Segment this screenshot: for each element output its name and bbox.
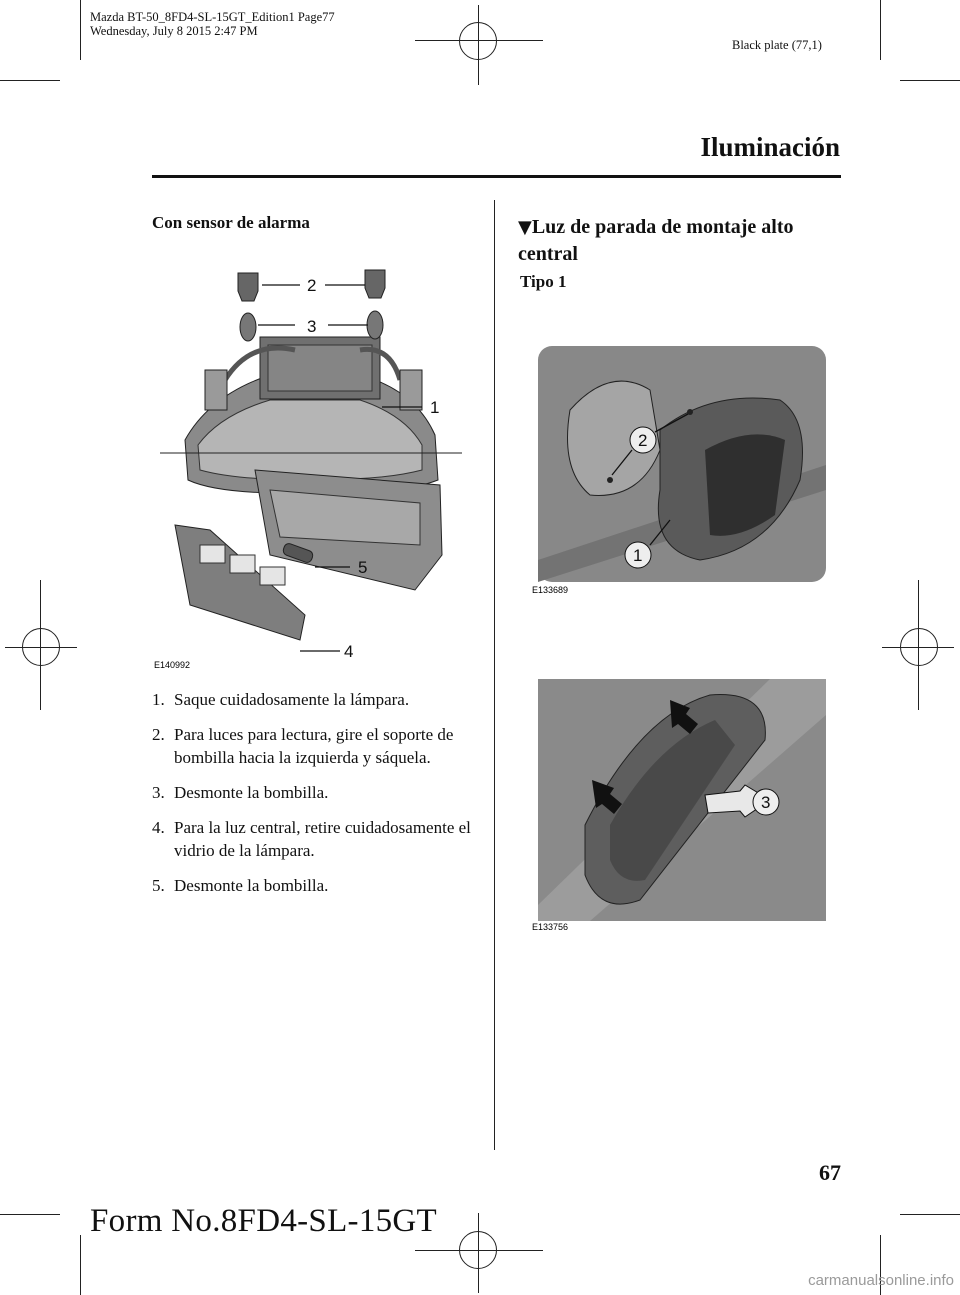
form-number: Form No.8FD4-SL-15GT: [90, 1203, 438, 1239]
callout-3: 3: [307, 317, 317, 336]
callout-3: 3: [761, 793, 771, 812]
step-5: 5. Desmonte la bombilla.: [152, 876, 329, 895]
overhead-lamp-housing: [185, 337, 438, 493]
figure-code: E133756: [532, 922, 569, 932]
right-subheading: Tipo 1: [520, 272, 567, 291]
column-divider: [494, 200, 495, 1150]
step-3: 3. Desmonte la bombilla.: [152, 783, 329, 802]
callout-1: 1: [430, 398, 440, 417]
print-header: [90, 10, 335, 38]
section-title: Iluminación: [700, 132, 840, 162]
figure-code: E140992: [154, 660, 191, 670]
page-number: 67: [819, 1160, 841, 1185]
triangle-down-icon: ▼: [518, 217, 532, 238]
watermark: carmanualsonline.info: [808, 1272, 954, 1289]
right-heading: [518, 214, 838, 267]
step-1: 1. Saque cuidadosamente la lámpara.: [152, 690, 410, 709]
left-subheading: Con sensor de alarma: [152, 213, 310, 232]
callout-1: 1: [633, 546, 643, 565]
heading-text: Luz de parada de montaje alto central: [518, 216, 794, 265]
procedure-steps: [152, 688, 482, 909]
callout-lines-bottom: [300, 567, 350, 651]
callout-2: 2: [638, 431, 648, 450]
print-header-line2: Wednesday, July 8 2015 2:47 PM: [90, 24, 258, 38]
figure-code: E133689: [532, 585, 569, 595]
brake-lamp-diagram-1: [530, 340, 830, 598]
plate-info: Black plate (77,1): [732, 38, 822, 52]
lamp-diagram-alarm-sensor: [150, 255, 470, 675]
title-rule: [152, 175, 841, 178]
brake-lamp-diagram-2: [530, 675, 830, 935]
step-4: 4. Para la luz central, retire cuidadosamente el vidrio de la lámpara.: [152, 818, 471, 860]
step-2: 2. Para luces para lectura, gire el soporte de bombilla hacia la izquierda y sáquela.: [152, 725, 454, 767]
central-lamp-assembly: [175, 470, 442, 640]
callout-5: 5: [358, 558, 368, 577]
callout-4: 4: [344, 642, 354, 661]
print-header-line1: Mazda BT-50_8FD4-SL-15GT_Edition1 Page77: [90, 10, 335, 24]
callout-2: 2: [307, 276, 317, 295]
